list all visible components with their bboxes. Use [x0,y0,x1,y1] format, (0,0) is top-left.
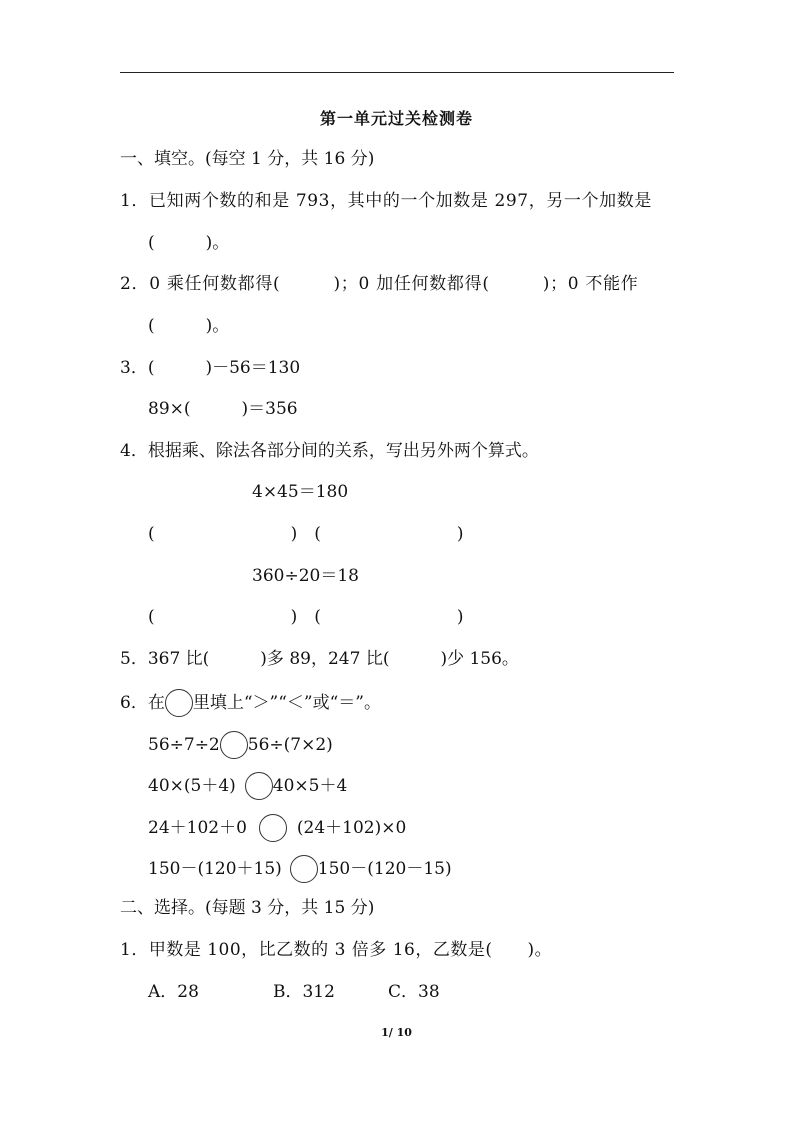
q6-item-right: 56÷(7×2) [247,735,333,755]
q2-line1: 2．0 乘任何数都得( )；0 加任何数都得( )；0 不能作 [120,274,639,294]
q6-item-1 [148,731,333,759]
q2-line2: ( )。 [148,316,230,336]
q4-line1: 4．根据乘、除法各部分间的关系，写出另外两个算式。 [120,441,539,461]
compare-circle-icon[interactable] [245,772,273,800]
q3-line1: 3．( )－56＝130 [120,358,301,378]
q6-item-right: (24＋102)×0 [296,818,407,838]
q6-item-left: 56÷7÷2 [148,735,220,755]
page-number: 1/ 10 [381,1026,412,1039]
compare-circle-icon[interactable] [290,855,318,883]
q6-prefix: 6．在 [120,693,165,713]
q4-equation-2: 360÷20＝18 [252,566,359,586]
q4-equation-1: 4×45＝180 [252,482,349,502]
q6-item-4 [148,855,452,883]
q6-item-3 [148,814,406,842]
compare-circle-icon[interactable] [259,814,287,842]
q4-answer-blanks-2: ( ) ( ) [148,607,464,627]
s2-q1-option-b: B．312 [273,982,335,1002]
q1-line1: 1．已知两个数的和是 793，其中的一个加数是 297，另一个加数是 [120,191,652,211]
compare-circle-icon [165,689,193,717]
q1-line2: ( )。 [148,233,230,253]
section1-heading: 一、填空。(每空 1 分，共 16 分) [120,149,375,169]
header-rule [120,72,674,73]
compare-circle-icon[interactable] [220,731,248,759]
s2-q1-line1: 1．甲数是 100，比乙数的 3 倍多 16，乙数是( )。 [120,940,553,960]
q6-item-left: 150－(120＋15) [148,859,282,879]
q6-item-right: 150－(120－15) [317,859,452,879]
q6-instruction [120,689,381,717]
q3-line2: 89×( )＝356 [148,399,298,419]
q6-item-left: 40×(5＋4) [148,776,236,796]
q6-item-right: 40×5＋4 [272,776,348,796]
section2-heading: 二、选择。(每题 3 分，共 15 分) [120,898,375,918]
q4-answer-blanks-1: ( ) ( ) [148,524,464,544]
s2-q1-option-a: A．28 [148,982,199,1002]
page-title: 第一单元过关检测卷 [319,109,473,128]
s2-q1-option-c: C．38 [388,982,440,1002]
q5-line1: 5．367 比( )多 89，247 比( )少 156。 [120,649,519,669]
q6-suffix: 里填上“＞”“＜”或“＝”。 [192,693,381,713]
q6-item-2 [148,772,347,800]
q6-item-left: 24＋102＋0 [148,818,247,838]
